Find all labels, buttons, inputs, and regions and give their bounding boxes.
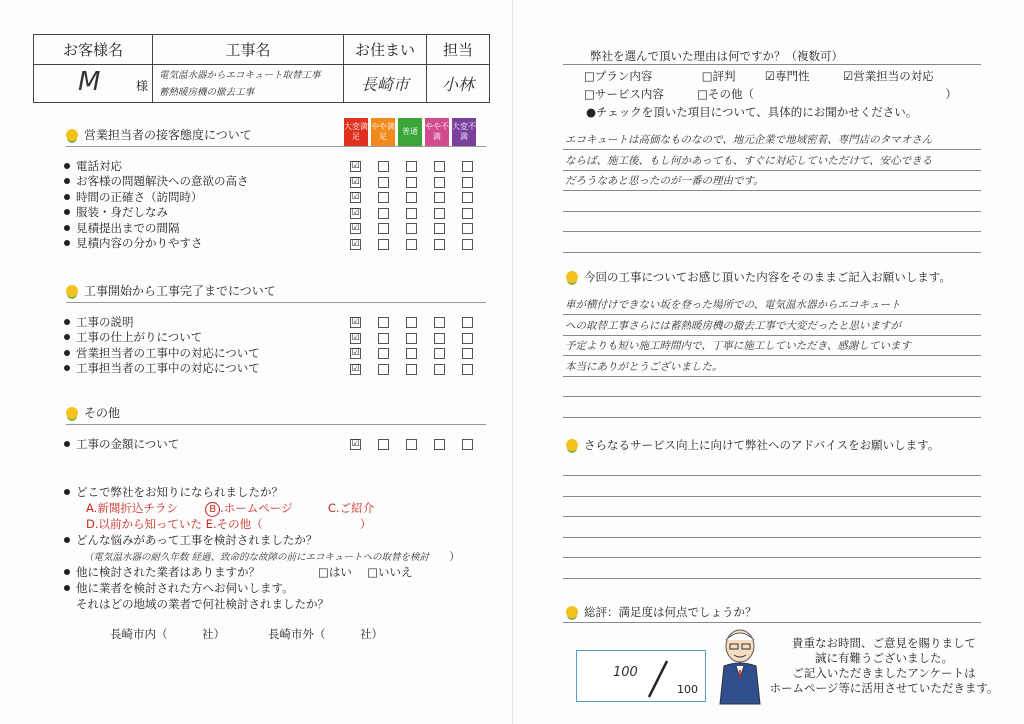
reason-divider bbox=[563, 64, 981, 65]
option-other-close: ） bbox=[945, 87, 957, 101]
handwritten-answer-line: 車が横付けできない坂を登った場所での、電気温水器からエコキュート bbox=[565, 299, 901, 311]
ruled-line bbox=[563, 149, 981, 150]
rating-checkboxes bbox=[350, 239, 473, 250]
question-vendor-region-text: 他に業者を検討された方へお伺いします。 bbox=[76, 581, 294, 595]
ruled-line bbox=[563, 211, 981, 212]
survey-item-label: 工事担当者の工事中の対応について bbox=[76, 361, 260, 375]
slash-mark bbox=[647, 659, 669, 699]
score-title: 総評：満足度は何点でしょうか？ bbox=[584, 605, 757, 619]
checkbox[interactable] bbox=[462, 333, 473, 344]
survey-item bbox=[64, 158, 122, 173]
thanks-message bbox=[764, 636, 1004, 696]
survey-item bbox=[64, 345, 260, 360]
checkbox[interactable] bbox=[378, 333, 389, 344]
other-vendors-options bbox=[318, 564, 413, 580]
handwritten-answer-line: 本当にありがとうございました。 bbox=[565, 360, 723, 373]
rating-label-2: 普通 bbox=[398, 118, 422, 146]
checkbox[interactable] bbox=[434, 333, 445, 344]
checkbox[interactable] bbox=[378, 317, 389, 328]
section1-divider bbox=[66, 146, 486, 147]
handwritten-answer-line: エコキュートは高価なものなので、地元企業で地域密着、専門店のタマオさん bbox=[565, 134, 933, 146]
advice-title: さらなるサービス向上に向けて弊社へのアドバイスをお願いします。 bbox=[584, 438, 940, 452]
bullet-icon bbox=[64, 163, 70, 169]
checkbox-checked[interactable]: ☑ bbox=[351, 192, 360, 202]
checkbox-checked[interactable]: ☑ bbox=[351, 439, 360, 449]
checkbox[interactable] bbox=[434, 161, 445, 172]
score-divider bbox=[563, 622, 981, 623]
bullet-icon bbox=[64, 585, 70, 591]
bullet-icon bbox=[64, 240, 70, 246]
work-name-cell bbox=[153, 65, 344, 103]
question-vendor-region bbox=[64, 580, 294, 596]
ruled-line bbox=[563, 376, 981, 377]
flower-icon bbox=[66, 407, 78, 419]
bullet-icon bbox=[64, 441, 70, 447]
checkbox[interactable] bbox=[434, 177, 445, 188]
ruled-line bbox=[563, 417, 981, 418]
section2-title: 工事開始から工事完了までについて bbox=[84, 284, 276, 298]
question-concern bbox=[64, 532, 317, 548]
ruled-line bbox=[563, 578, 981, 579]
survey-item-label: 営業担当者の工事中の対応について bbox=[76, 345, 260, 360]
option-e-close: ） bbox=[359, 517, 372, 531]
checkbox[interactable] bbox=[434, 239, 445, 250]
checkbox[interactable] bbox=[462, 177, 473, 188]
option-expertise[interactable]: ☑専門性 bbox=[764, 69, 810, 83]
option-other[interactable]: □その他（ bbox=[697, 87, 755, 101]
checkbox[interactable] bbox=[462, 192, 473, 203]
question-how-found bbox=[64, 484, 283, 500]
score-box bbox=[576, 650, 706, 702]
option-plan[interactable]: □プラン内容 bbox=[584, 69, 653, 83]
checkbox[interactable] bbox=[462, 348, 473, 359]
survey-item bbox=[64, 330, 202, 345]
section2-divider bbox=[66, 302, 486, 303]
checkbox[interactable] bbox=[378, 192, 389, 203]
survey-item-label: 見積内容の分かりやすさ bbox=[76, 236, 203, 250]
checkbox[interactable] bbox=[462, 317, 473, 328]
rating-checkboxes bbox=[350, 348, 473, 359]
bullet-icon bbox=[64, 225, 70, 231]
thanks-line: 誠に有難うございました。 bbox=[815, 651, 953, 665]
concern-answer-text: （電気温水器の耐久年数 経過、致命的な故障の前にエコキュートへの取替を検討 bbox=[84, 552, 430, 563]
flower-icon bbox=[66, 129, 78, 141]
rating-label-1: やや満足 bbox=[371, 118, 395, 146]
checkbox-checked[interactable]: ☑ bbox=[351, 223, 360, 233]
rating-checkboxes bbox=[350, 161, 473, 172]
bullet-icon bbox=[64, 569, 70, 575]
advice-heading bbox=[566, 437, 939, 453]
checkbox[interactable] bbox=[462, 439, 473, 450]
ruled-line bbox=[563, 496, 981, 497]
flower-icon bbox=[566, 439, 578, 451]
survey-item bbox=[64, 436, 179, 451]
address-value: 長崎市 bbox=[344, 65, 427, 103]
rating-label-4: 大変不満 bbox=[452, 118, 476, 146]
checkbox[interactable] bbox=[378, 208, 389, 219]
survey-item-label: 工事の仕上がりについて bbox=[76, 330, 203, 344]
work-name-line2: 蓄熱暖房機の撤去工事 bbox=[159, 86, 255, 98]
concern-answer-close: ） bbox=[449, 550, 461, 563]
checkbox[interactable] bbox=[434, 223, 445, 234]
ruled-line bbox=[563, 557, 981, 558]
checkbox-checked[interactable]: ☑ bbox=[351, 363, 360, 374]
how-found-options-row1 bbox=[86, 500, 374, 517]
score-value: 100 bbox=[613, 665, 638, 680]
survey-item bbox=[64, 205, 168, 220]
option-reputation[interactable]: □評判 bbox=[701, 69, 736, 83]
checkbox[interactable] bbox=[434, 208, 445, 219]
bullet-icon bbox=[64, 365, 70, 371]
checkbox[interactable] bbox=[378, 161, 389, 172]
vendor-region-subquestion: それはどの地域の業者で何社検討されましたか？ bbox=[76, 597, 329, 611]
reason-options-row1 bbox=[584, 68, 934, 84]
checkbox-checked[interactable]: ☑ bbox=[351, 176, 360, 187]
survey-item bbox=[64, 361, 260, 376]
flower-icon bbox=[566, 271, 578, 283]
checkbox[interactable] bbox=[406, 192, 417, 203]
option-sales-response[interactable]: ☑営業担当の対応 bbox=[843, 69, 934, 83]
rating-checkboxes bbox=[350, 333, 473, 344]
customer-name-cell bbox=[34, 65, 153, 103]
score-max: 100 bbox=[677, 683, 698, 696]
rating-label-0: 大変満足 bbox=[344, 118, 368, 146]
handwritten-answer-line: ならば、施工後、もし何かあっても、すぐに対応していただけて、安心できる bbox=[565, 154, 933, 167]
bullet-icon bbox=[64, 537, 70, 543]
checkbox[interactable] bbox=[462, 208, 473, 219]
section3-heading bbox=[66, 404, 120, 421]
checkbox[interactable] bbox=[462, 223, 473, 234]
survey-item-label: 時間の正確さ（訪問時） bbox=[76, 189, 203, 204]
customer-name-value: M bbox=[78, 67, 101, 97]
ruled-line bbox=[563, 335, 981, 336]
checkbox[interactable] bbox=[378, 177, 389, 188]
checkbox-checked[interactable]: ☑ bbox=[351, 348, 360, 358]
customer-name-header: お客様名 bbox=[34, 35, 153, 65]
staff-value: 小林 bbox=[427, 65, 490, 103]
option-no[interactable]: □いいえ bbox=[367, 565, 413, 579]
ruled-line bbox=[563, 252, 981, 253]
option-b-circled: B bbox=[205, 502, 220, 517]
flower-icon bbox=[66, 285, 78, 297]
question-concern-text: どんな悩みがあって工事を検討されましたか？ bbox=[76, 533, 318, 547]
survey-item-label: 工事の金額について bbox=[76, 436, 180, 451]
handwritten-answer-line: 予定よりも短い施工時間内で、丁寧に施工していただき、感謝しています bbox=[565, 340, 911, 352]
bullet-icon bbox=[64, 319, 70, 325]
bullet-icon bbox=[64, 489, 70, 495]
checkbox-checked[interactable]: ☑ bbox=[351, 317, 360, 327]
checkbox[interactable] bbox=[462, 364, 473, 375]
survey-item bbox=[64, 174, 249, 189]
work-name-line1: 電気温水器からエコキュート取替工事 bbox=[159, 69, 321, 81]
checkbox[interactable] bbox=[406, 333, 417, 344]
checkbox[interactable] bbox=[406, 439, 417, 450]
checkbox[interactable] bbox=[462, 239, 473, 250]
survey-item-label: お客様の問題解決への意欲の高さ bbox=[76, 174, 249, 188]
checkbox-checked[interactable]: ☑ bbox=[351, 207, 360, 218]
option-yes[interactable]: □はい bbox=[318, 565, 352, 579]
checkbox[interactable] bbox=[406, 177, 417, 188]
checkbox[interactable] bbox=[462, 161, 473, 172]
ruled-line bbox=[563, 231, 981, 232]
checkbox[interactable] bbox=[378, 223, 389, 234]
survey-item-label: 工事の説明 bbox=[76, 314, 134, 329]
ruled-line bbox=[563, 396, 981, 397]
survey-item-label: 電話対応 bbox=[76, 158, 122, 173]
checkbox-checked[interactable]: ☑ bbox=[351, 161, 360, 171]
survey-item bbox=[64, 236, 203, 251]
section1-heading bbox=[66, 126, 252, 143]
section1-title: 営業担当者の接客態度について bbox=[84, 128, 252, 142]
checkbox[interactable] bbox=[378, 348, 389, 359]
rating-checkboxes bbox=[350, 192, 473, 203]
vendor-count-inside-city: 長崎市内（ 社） bbox=[110, 627, 225, 641]
reason-options-row2 bbox=[584, 86, 957, 102]
checkbox-checked[interactable]: ☑ bbox=[351, 238, 360, 249]
thanks-line: 貴重なお時間、ご意見を賜りまして bbox=[792, 636, 976, 650]
reason-prompt: ●チェックを頂いた項目について、具体的にお聞かせください。 bbox=[586, 105, 918, 119]
bullet-icon bbox=[64, 350, 70, 356]
staff-header: 担当 bbox=[427, 35, 490, 65]
score-heading bbox=[566, 604, 757, 620]
work-name-header: 工事名 bbox=[153, 35, 344, 65]
rating-checkboxes bbox=[350, 208, 473, 219]
bullet-icon bbox=[64, 209, 70, 215]
checkbox[interactable] bbox=[434, 348, 445, 359]
rating-checkboxes bbox=[350, 317, 473, 328]
concern-answer bbox=[84, 548, 460, 564]
staff-mascot-icon bbox=[712, 626, 768, 706]
checkbox-checked[interactable]: ☑ bbox=[351, 332, 360, 343]
thanks-line: ホームページ等に活用させていただきます。 bbox=[769, 681, 999, 695]
rating-checkboxes bbox=[350, 223, 473, 234]
survey-item bbox=[64, 314, 134, 329]
checkbox[interactable] bbox=[406, 208, 417, 219]
ruled-line bbox=[563, 314, 981, 315]
checkbox[interactable] bbox=[406, 317, 417, 328]
checkbox[interactable] bbox=[434, 192, 445, 203]
rating-scale-header bbox=[344, 118, 476, 146]
checkbox[interactable] bbox=[406, 161, 417, 172]
checkbox[interactable] bbox=[434, 364, 445, 375]
option-e-other: E.その他（ bbox=[205, 517, 263, 531]
survey-item-label: 見積提出までの間隔 bbox=[76, 220, 180, 235]
bullet-icon bbox=[64, 178, 70, 184]
survey-item-label: 服装・身だしなみ bbox=[76, 205, 168, 219]
checkbox[interactable] bbox=[406, 364, 417, 375]
customer-header-table bbox=[33, 34, 490, 103]
checkbox[interactable] bbox=[378, 239, 389, 250]
section3-divider bbox=[66, 424, 486, 425]
checkbox[interactable] bbox=[406, 348, 417, 359]
section3-title: その他 bbox=[84, 406, 121, 420]
flower-icon bbox=[566, 606, 578, 618]
impression-heading bbox=[566, 269, 951, 285]
survey-item bbox=[64, 220, 180, 235]
thanks-line: ご記入いただきましたアンケートは bbox=[792, 666, 976, 680]
checkbox[interactable] bbox=[434, 317, 445, 328]
customer-suffix: 様 bbox=[135, 79, 148, 93]
survey-item bbox=[64, 189, 203, 204]
option-d-known: D.以前から知っていた bbox=[86, 517, 203, 531]
rating-checkboxes bbox=[350, 439, 473, 450]
option-a-flyer: A.新聞折込チラシ bbox=[86, 501, 178, 515]
option-service[interactable]: □サービス内容 bbox=[584, 87, 664, 101]
checkbox[interactable] bbox=[378, 439, 389, 450]
handwritten-answer-line: だろうなあと思ったのが一番の理由です。 bbox=[565, 175, 764, 187]
checkbox[interactable] bbox=[406, 223, 417, 234]
ruled-line bbox=[563, 355, 981, 356]
vendor-count-outside-city: 長崎市外（ 社） bbox=[268, 627, 383, 641]
question-how-found-text: どこで弊社をお知りになられましたか？ bbox=[76, 485, 283, 499]
ruled-line bbox=[563, 516, 981, 517]
reason-title: 弊社を選んで頂いた理由は何ですか？（複数可） bbox=[590, 49, 843, 63]
ruled-line bbox=[563, 190, 981, 191]
checkbox[interactable] bbox=[434, 439, 445, 450]
rating-label-3: やや不満 bbox=[425, 118, 449, 146]
bullet-icon bbox=[64, 334, 70, 340]
question-other-vendors bbox=[64, 564, 260, 580]
ruled-line bbox=[563, 537, 981, 538]
option-c-referral: C.ご紹介 bbox=[327, 501, 375, 515]
address-header: お住まい bbox=[344, 35, 427, 65]
handwritten-answer-line: への取替工事さらには蓄熱暖房機の撤去工事で大変だったと思いますが bbox=[565, 319, 901, 332]
ruled-line bbox=[563, 170, 981, 171]
checkbox[interactable] bbox=[406, 239, 417, 250]
checkbox[interactable] bbox=[378, 364, 389, 375]
rating-checkboxes bbox=[350, 364, 473, 375]
impression-title: 今回の工事についてお感じ頂いた内容をそのままご記入お願いします。 bbox=[584, 270, 951, 284]
how-found-options-row2 bbox=[86, 516, 371, 532]
option-b-homepage: .ホームページ bbox=[220, 501, 293, 515]
question-other-vendors-text: 他に検討された業者はありますか？ bbox=[76, 565, 260, 579]
ruled-line bbox=[563, 475, 981, 476]
rating-checkboxes bbox=[350, 177, 473, 188]
section2-heading bbox=[66, 282, 276, 299]
bullet-icon bbox=[64, 194, 70, 200]
